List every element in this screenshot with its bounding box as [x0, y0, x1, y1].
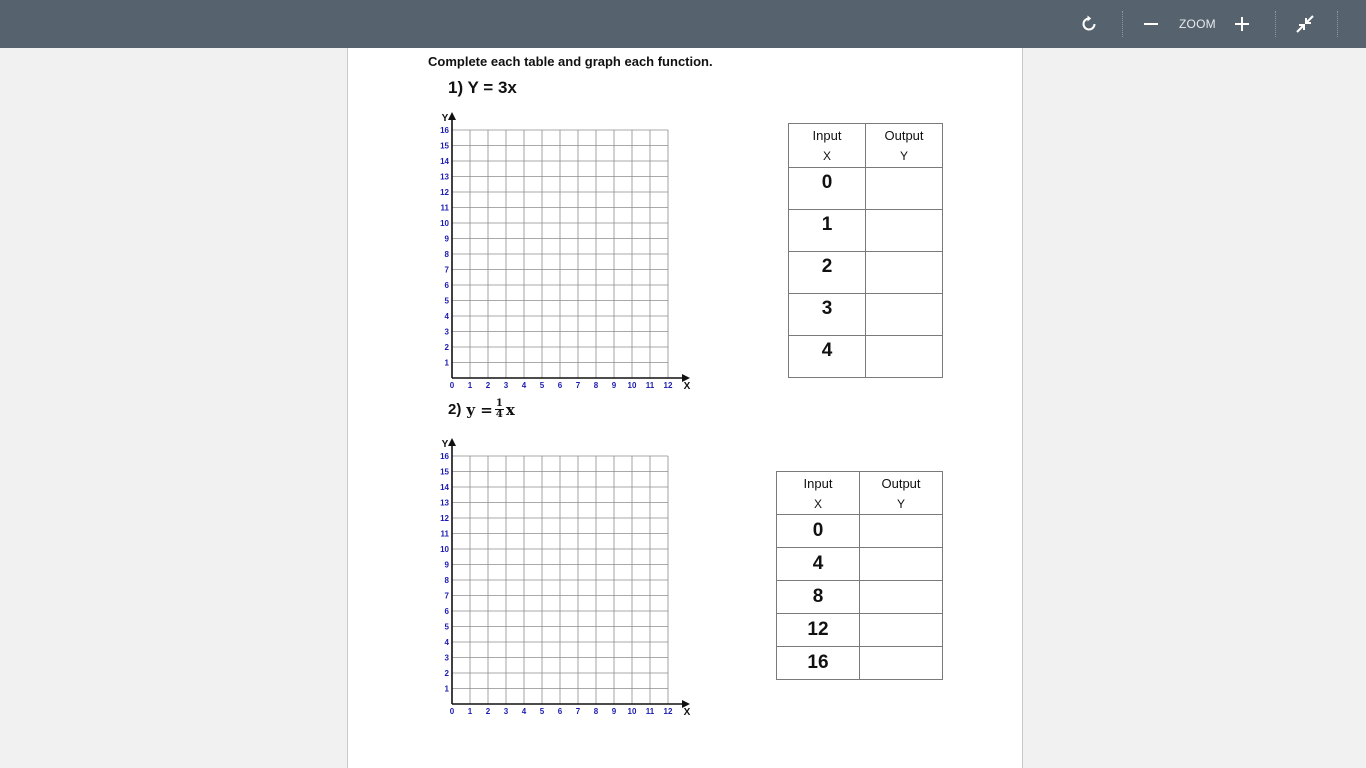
- table-row: [789, 252, 943, 294]
- x-tick-label: 10: [627, 707, 637, 716]
- x-tick-label: 2: [485, 381, 491, 390]
- output-header-label: Output: [884, 128, 924, 143]
- output-cell[interactable]: [860, 548, 943, 581]
- rotate-button[interactable]: [1073, 0, 1105, 48]
- problem-2-graph[interactable]: [432, 436, 702, 718]
- input-cell: [777, 614, 860, 647]
- input-cell: [789, 168, 866, 210]
- x-tick-label: 4: [521, 707, 527, 716]
- y-axis-label: Y: [441, 439, 449, 450]
- toolbar-separator: [1275, 11, 1276, 37]
- input-value: 1: [821, 213, 833, 235]
- zoom-out-button[interactable]: [1136, 0, 1166, 48]
- input-value: 4: [812, 553, 824, 574]
- plus-icon: [1234, 16, 1250, 32]
- input-value: 16: [807, 652, 829, 673]
- output-cell[interactable]: [860, 647, 943, 680]
- fraction: [495, 399, 504, 420]
- output-var-label: Y: [899, 149, 908, 163]
- fraction-numerator: 1: [495, 398, 503, 409]
- output-var-label: Y: [896, 496, 905, 511]
- x-tick-label: 7: [575, 381, 581, 390]
- output-cell[interactable]: [866, 210, 943, 252]
- output-cell[interactable]: [866, 252, 943, 294]
- input-value: 2: [821, 255, 833, 277]
- y-tick-label: 15: [440, 141, 449, 151]
- y-tick-label: 8: [444, 250, 449, 259]
- y-tick-label: 16: [440, 126, 449, 135]
- y-tick-label: 4: [444, 638, 449, 647]
- input-cell: [789, 252, 866, 294]
- output-cell[interactable]: [860, 515, 943, 548]
- y-axis-label: Y: [441, 113, 449, 124]
- input-value: 8: [812, 586, 824, 607]
- input-value: 0: [812, 520, 824, 541]
- fraction-denominator: 4: [495, 409, 503, 420]
- y-tick-label: 12: [440, 188, 449, 197]
- y-axis-arrow: [448, 438, 456, 446]
- y-tick-label: 5: [444, 296, 449, 306]
- input-cell: [789, 294, 866, 336]
- y-tick-label: 4: [444, 312, 449, 321]
- y-tick-label: 13: [440, 172, 449, 182]
- document-page: [347, 48, 1023, 768]
- input-value: 4: [821, 339, 833, 361]
- table-row: [789, 210, 943, 252]
- output-cell[interactable]: [866, 294, 943, 336]
- toolbar-separator: [1337, 11, 1338, 37]
- input-header-label: Input: [803, 475, 833, 491]
- table-header-row: [777, 472, 943, 515]
- x-tick-label: 8: [593, 381, 599, 390]
- output-cell[interactable]: [866, 168, 943, 210]
- problem-2-var: x: [505, 400, 515, 419]
- x-tick-label: 4: [521, 381, 527, 390]
- x-tick-label: 0: [449, 707, 455, 716]
- x-tick-label: 12: [663, 707, 673, 716]
- output-header-label: Output: [881, 475, 921, 491]
- y-tick-label: 5: [444, 622, 449, 632]
- input-cell: [789, 336, 866, 378]
- y-tick-label: 1: [444, 684, 449, 694]
- y-axis-arrow: [448, 112, 456, 120]
- output-header: [866, 124, 943, 168]
- y-tick-label: 16: [440, 452, 449, 461]
- output-cell[interactable]: [866, 336, 943, 378]
- table-row: [777, 647, 943, 680]
- table-row: [777, 614, 943, 647]
- y-tick-label: 6: [444, 607, 449, 616]
- exit-fullscreen-button[interactable]: [1289, 0, 1321, 48]
- x-tick-label: 9: [611, 707, 617, 716]
- input-cell: [777, 581, 860, 614]
- table-row: [777, 548, 943, 581]
- collapse-icon: [1295, 14, 1315, 34]
- x-tick-label: 2: [485, 707, 491, 716]
- y-tick-label: 7: [444, 591, 449, 601]
- input-cell: [777, 548, 860, 581]
- x-tick-label: 8: [593, 707, 599, 716]
- x-axis-label: X: [683, 381, 691, 392]
- x-tick-label: 11: [645, 381, 655, 390]
- y-tick-label: 10: [440, 545, 449, 554]
- y-tick-label: 9: [444, 560, 449, 570]
- input-header: [777, 472, 860, 515]
- x-tick-label: 3: [503, 707, 509, 716]
- input-header: [789, 124, 866, 168]
- input-header-label: Input: [812, 128, 842, 143]
- y-tick-label: 1: [444, 358, 449, 368]
- table-row: [789, 294, 943, 336]
- y-tick-label: 14: [440, 157, 449, 166]
- input-cell: [777, 515, 860, 548]
- x-tick-label: 1: [467, 707, 473, 716]
- input-value: 0: [821, 171, 833, 193]
- zoom-label: ZOOM: [1179, 17, 1216, 31]
- y-tick-label: 7: [444, 265, 449, 275]
- y-tick-label: 10: [440, 219, 449, 228]
- problem-1-graph[interactable]: [432, 110, 702, 392]
- y-tick-label: 15: [440, 467, 449, 477]
- table-row: [789, 168, 943, 210]
- x-tick-label: 6: [557, 707, 563, 716]
- y-tick-label: 12: [440, 514, 449, 523]
- problem-2-label: [448, 399, 515, 420]
- table-header-row: [789, 124, 943, 168]
- output-header: [860, 472, 943, 515]
- y-tick-label: 2: [444, 669, 449, 678]
- x-tick-label: 11: [645, 707, 655, 716]
- toolbar-separator: [1122, 11, 1123, 37]
- y-tick-label: 11: [440, 203, 449, 213]
- input-cell: [777, 647, 860, 680]
- input-cell: [789, 210, 866, 252]
- x-tick-label: 12: [663, 381, 673, 390]
- table-row: [777, 581, 943, 614]
- output-cell[interactable]: [860, 581, 943, 614]
- x-tick-label: 3: [503, 381, 509, 390]
- x-tick-label: 6: [557, 381, 563, 390]
- y-tick-label: 3: [444, 653, 449, 663]
- minus-icon: [1143, 16, 1159, 32]
- zoom-in-button[interactable]: [1227, 0, 1257, 48]
- y-tick-label: 6: [444, 281, 449, 290]
- y-tick-label: 11: [440, 529, 449, 539]
- x-tick-label: 7: [575, 707, 581, 716]
- x-tick-label: 5: [539, 707, 545, 716]
- y-tick-label: 8: [444, 576, 449, 585]
- x-axis-label: X: [683, 707, 691, 718]
- x-tick-label: 5: [539, 381, 545, 390]
- output-cell[interactable]: [860, 614, 943, 647]
- x-tick-label: 9: [611, 381, 617, 390]
- rotate-icon: [1078, 13, 1100, 35]
- y-tick-label: 2: [444, 343, 449, 352]
- problem-1-table: [788, 123, 943, 378]
- x-tick-label: 0: [449, 381, 455, 390]
- problem-2-lhs: y =: [466, 400, 493, 419]
- y-tick-label: 3: [444, 327, 449, 337]
- input-value: 12: [807, 619, 829, 640]
- input-var-label: X: [822, 149, 831, 163]
- problem-1-label: 1) Y = 3x: [448, 78, 517, 97]
- y-tick-label: 13: [440, 498, 449, 508]
- instructions-text: Complete each table and graph each function.: [428, 54, 713, 69]
- x-tick-label: 1: [467, 381, 473, 390]
- problem-2-number: 2): [448, 401, 462, 418]
- input-value: 3: [821, 297, 833, 319]
- problem-2-table: [776, 471, 943, 680]
- viewer-toolbar: [0, 0, 1366, 48]
- y-tick-label: 14: [440, 483, 449, 492]
- x-tick-label: 10: [627, 381, 637, 390]
- table-row: [789, 336, 943, 378]
- input-var-label: X: [813, 496, 822, 511]
- y-tick-label: 9: [444, 234, 449, 244]
- table-row: [777, 515, 943, 548]
